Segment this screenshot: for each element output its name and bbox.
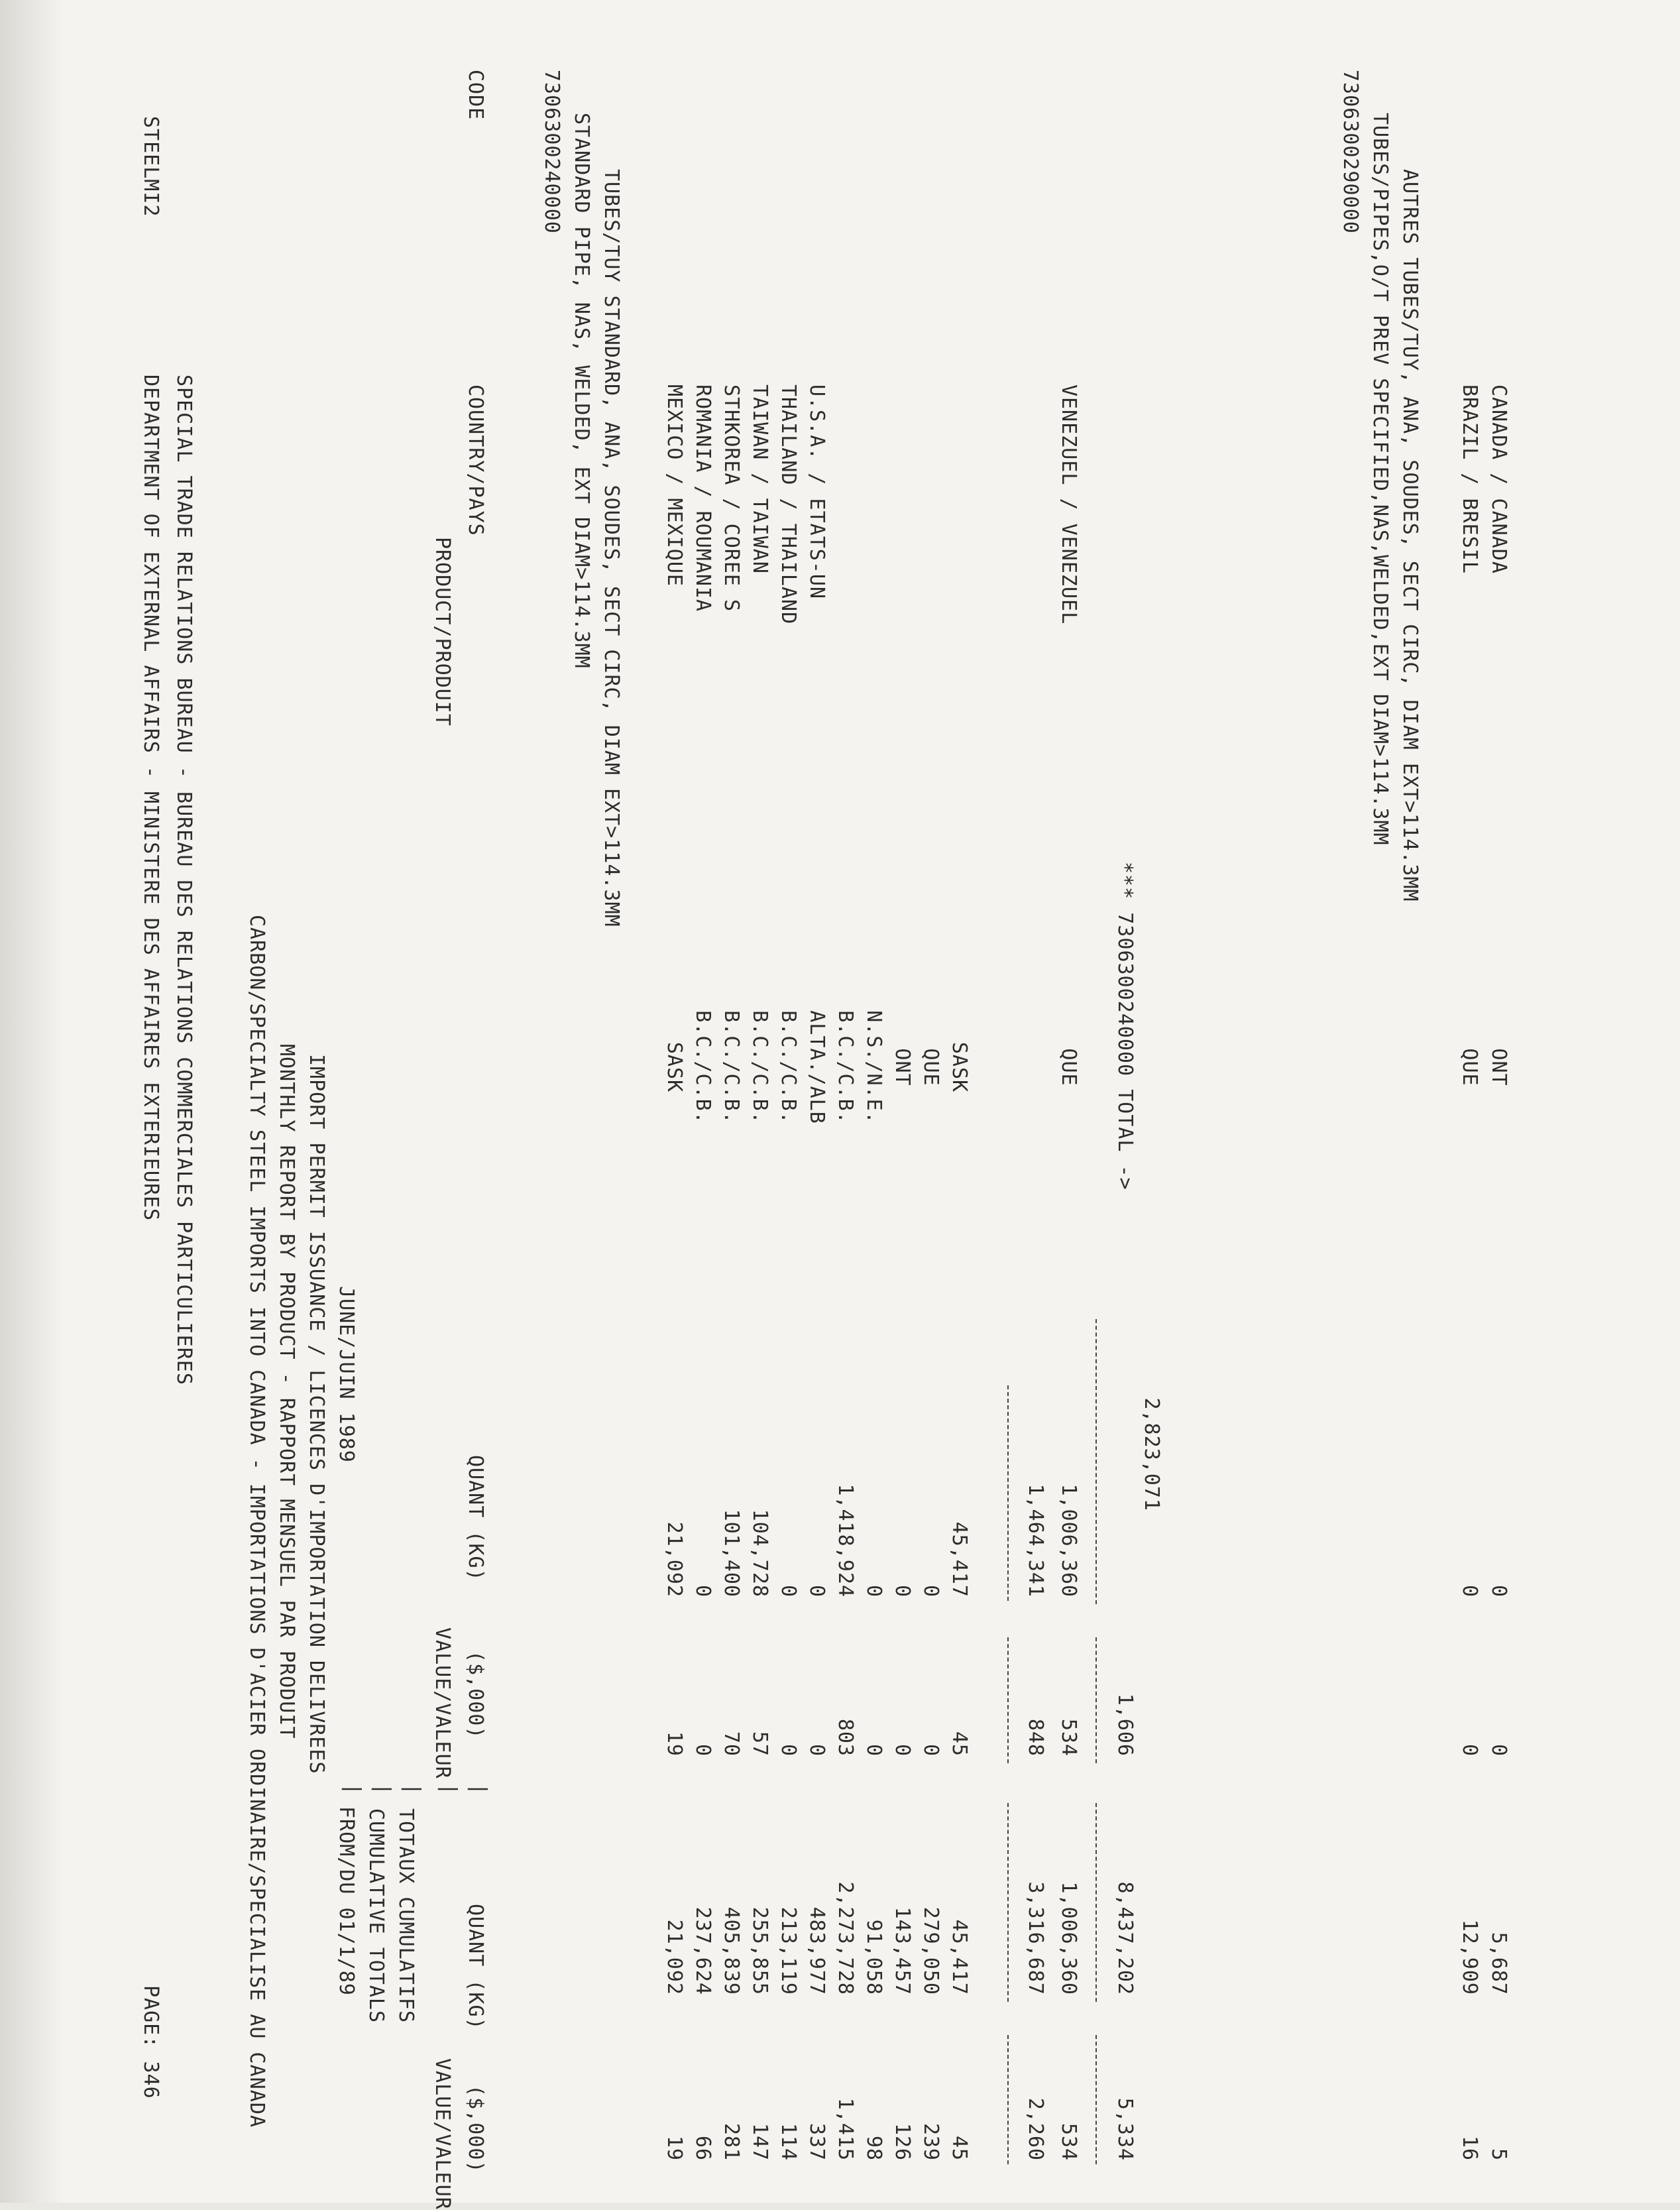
- venezuela-cum-value: 534: [1057, 2123, 1080, 2161]
- value-cell: 0: [919, 1743, 942, 1757]
- paper-edge-shadow: [0, 0, 63, 2203]
- value-cell: 45: [948, 1731, 971, 1757]
- quant-cell: 0: [1458, 1584, 1481, 1598]
- subtotal-quant: 1,464,341: [1024, 1483, 1047, 1598]
- total-rule: [1095, 2035, 1097, 2164]
- quant-cell: 0: [862, 1584, 885, 1598]
- column-header-cum-value-unit: ($,000): [464, 2085, 487, 2174]
- value-cell: 0: [691, 1743, 714, 1757]
- cum-quant-cell: 237,624: [691, 1906, 714, 1995]
- quant-cell: 0: [691, 1584, 714, 1598]
- column-header-product: PRODUCT/PRODUIT: [431, 537, 454, 727]
- cum-quant-cell: 255,855: [748, 1906, 771, 1995]
- cumulative-from: FROM/DU 01/1/89: [335, 1806, 358, 1996]
- quant-cell: 21,092: [663, 1521, 686, 1598]
- column-separator: |: [437, 1783, 461, 1796]
- province-cell: QUE: [1458, 1048, 1481, 1086]
- quant-cell: 0: [919, 1584, 942, 1598]
- total-cum-value: 5,334: [1113, 2097, 1137, 2161]
- report-permit-line: IMPORT PERMIT ISSUANCE / LICENCES D'IMPORTATION DELIVREES: [305, 1054, 328, 1774]
- country-cell: STHKOREA / COREE S: [720, 384, 743, 612]
- column-header-value-unit: ($,000): [464, 1651, 487, 1739]
- cum-quant-cell: 91,058: [862, 1919, 885, 1995]
- cum-quant-cell: 12,909: [1458, 1919, 1481, 1995]
- province-cell: ONT: [891, 1048, 914, 1086]
- cum-quant-cell: 279,050: [919, 1906, 942, 1995]
- cum-quant-cell: 2,273,728: [834, 1881, 857, 1995]
- total-rule: [1095, 1803, 1097, 2002]
- cum-quant-cell: 483,977: [805, 1906, 828, 1995]
- column-separator: |: [467, 1783, 490, 1796]
- venezuela-province: QUE: [1057, 1048, 1080, 1086]
- cum-quant-cell: 45,417: [948, 1919, 971, 1995]
- department-line-2: SPECIAL TRADE RELATIONS BUREAU - BUREAU DES RELATIONS COMMERCIALES PARTICULIERES: [172, 375, 196, 1385]
- province-cell: B.C./C.B.: [691, 1010, 714, 1124]
- cum-value-cell: 337: [805, 2123, 828, 2161]
- value-cell: 0: [891, 1743, 914, 1757]
- venezuela-cum-quant: 1,006,360: [1057, 1881, 1080, 1995]
- product-description-en: TUBES/PIPES,O/T PREV SPECIFIED,NAS,WELDED,EXT DIAM>114.3MM: [1369, 113, 1392, 846]
- value-cell: 0: [1458, 1743, 1481, 1757]
- column-header-quant: QUANT (KG): [464, 1455, 487, 1582]
- column-header-cum-value: VALUE/VALEUR: [431, 2058, 454, 2210]
- column-header-code: CODE: [464, 70, 487, 121]
- report-subtitle: MONTHLY REPORT BY PRODUCT - RAPPORT MENSUEL PAR PRODUIT: [275, 1044, 298, 1739]
- quant-cell: 0: [805, 1584, 828, 1598]
- venezuela-quant: 1,006,360: [1057, 1483, 1080, 1598]
- department-line-1: DEPARTMENT OF EXTERNAL AFFAIRS - MINISTERE DES AFFAIRES EXTERIEURES: [139, 375, 162, 1222]
- province-cell: ONT: [1487, 1048, 1510, 1086]
- country-cell: ROMANIA / ROUMANIA: [691, 384, 714, 612]
- country-cell: CANADA / CANADA: [1487, 384, 1510, 574]
- cumulative-totals-en: CUMULATIVE TOTALS: [364, 1808, 388, 2024]
- value-cell: 0: [777, 1743, 800, 1757]
- quant-cell: 101,400: [720, 1509, 743, 1598]
- total-label: *** 7306300240000 TOTAL ->: [1113, 862, 1137, 1191]
- column-header-value: VALUE/VALEUR: [431, 1627, 454, 1779]
- subtotal-rule: [1007, 2035, 1009, 2164]
- country-cell: TAIWAN / TAIWAN: [748, 384, 771, 574]
- page-number: PAGE: 346: [139, 1985, 162, 2099]
- province-cell: QUE: [919, 1048, 942, 1086]
- subtotal-rule: [1007, 1637, 1009, 1763]
- quant-cell: 104,728: [748, 1509, 771, 1598]
- province-cell: B.C./C.B.: [748, 1010, 771, 1124]
- cum-value-cell: 114: [777, 2123, 800, 2161]
- product-description-fr: AUTRES TUBES/TUY, ANA, SOUDES, SECT CIRC, DIAM EXT>114.3MM: [1398, 169, 1422, 902]
- column-separator: |: [341, 1783, 364, 1796]
- value-cell: 19: [663, 1731, 686, 1757]
- cum-value-cell: 5: [1487, 2148, 1510, 2161]
- quant-cell: 1,418,924: [834, 1483, 857, 1598]
- cum-value-cell: 98: [862, 2135, 885, 2161]
- quant-cell: 0: [1487, 1584, 1510, 1598]
- province-cell: B.C./C.B.: [834, 1010, 857, 1124]
- total-value: 1,606: [1113, 1693, 1137, 1757]
- total-cum-quant: 8,437,202: [1113, 1881, 1137, 1995]
- column-header-country: COUNTRY/PAYS: [464, 384, 487, 536]
- province-cell: SASK: [948, 1041, 971, 1093]
- cum-quant-cell: 405,839: [720, 1906, 743, 1995]
- total-rule: [1095, 1319, 1097, 1604]
- column-separator: |: [371, 1783, 394, 1796]
- cum-quant-cell: 21,092: [663, 1919, 686, 1995]
- report-id: STEELMI2: [139, 116, 162, 217]
- total-rule: [1095, 1637, 1097, 1763]
- province-cell: N.S./N.E.: [862, 1010, 885, 1124]
- value-cell: 0: [805, 1743, 828, 1757]
- subtotal-cum-quant: 3,316,687: [1024, 1881, 1047, 1995]
- cumulative-totals-fr: TOTAUX CUMULATIFS: [394, 1808, 418, 2024]
- subtotal-rule: [1007, 1385, 1009, 1601]
- country-cell: U.S.A. / ETATS-UN: [805, 384, 828, 600]
- subtotal-value: 848: [1024, 1718, 1047, 1757]
- product-code: 7306300290000: [1339, 70, 1362, 234]
- product-description-fr: TUBES/TUY STANDARD, ANA, SOUDES, SECT CIRC, DIAM EXT>114.3MM: [600, 169, 623, 927]
- country-cell: THAILAND / THAILAND: [777, 384, 800, 625]
- cum-value-cell: 16: [1458, 2135, 1481, 2161]
- report-period: JUNE/JUIN 1989: [335, 1286, 358, 1463]
- value-cell: 70: [720, 1731, 743, 1757]
- total-quant: 2,823,071: [1140, 1397, 1163, 1511]
- quant-cell: 45,417: [948, 1521, 971, 1598]
- cum-value-cell: 239: [919, 2123, 942, 2161]
- value-cell: 57: [748, 1731, 771, 1757]
- subtotal-rule: [1007, 1803, 1009, 2002]
- cum-value-cell: 19: [663, 2135, 686, 2161]
- cum-quant-cell: 213,119: [777, 1906, 800, 1995]
- province-cell: ALTA./ALB: [805, 1010, 828, 1124]
- value-cell: 0: [1487, 1743, 1510, 1757]
- venezuela-value: 534: [1057, 1718, 1080, 1757]
- value-cell: 0: [862, 1743, 885, 1757]
- quant-cell: 0: [777, 1584, 800, 1598]
- province-cell: B.C./C.B.: [720, 1010, 743, 1124]
- cum-value-cell: 45: [948, 2135, 971, 2161]
- value-cell: 803: [834, 1718, 857, 1757]
- product-description-en: STANDARD PIPE, NAS, WELDED, EXT DIAM>114.3MM: [570, 113, 593, 669]
- province-cell: B.C./C.B.: [777, 1010, 800, 1124]
- province-cell: SASK: [663, 1041, 686, 1093]
- cum-value-cell: 66: [691, 2135, 714, 2161]
- cum-value-cell: 1,415: [834, 2097, 857, 2161]
- report-title: CARBON/SPECIALTY STEEL IMPORTS INTO CANADA - IMPORTATIONS D'ACIER ORDINAIRE/SPECIALISE AU CANADA: [245, 915, 268, 2128]
- column-separator: |: [401, 1783, 424, 1796]
- country-cell: BRAZIL / BRESIL: [1458, 384, 1481, 574]
- cum-quant-cell: 5,687: [1487, 1932, 1510, 1995]
- subtotal-cum-value: 2,260: [1024, 2097, 1047, 2161]
- venezuela-country: VENEZUEL / VENEZUEL: [1057, 384, 1080, 625]
- quant-cell: 0: [891, 1584, 914, 1598]
- country-cell: MEXICO / MEXIQUE: [663, 384, 686, 587]
- cum-value-cell: 126: [891, 2123, 914, 2161]
- cum-value-cell: 147: [748, 2123, 771, 2161]
- product-code: 7306300240000: [540, 70, 563, 234]
- cum-quant-cell: 143,457: [891, 1906, 914, 1995]
- cum-value-cell: 281: [720, 2123, 743, 2161]
- column-header-cum-quant: QUANT (KG): [464, 1904, 487, 2030]
